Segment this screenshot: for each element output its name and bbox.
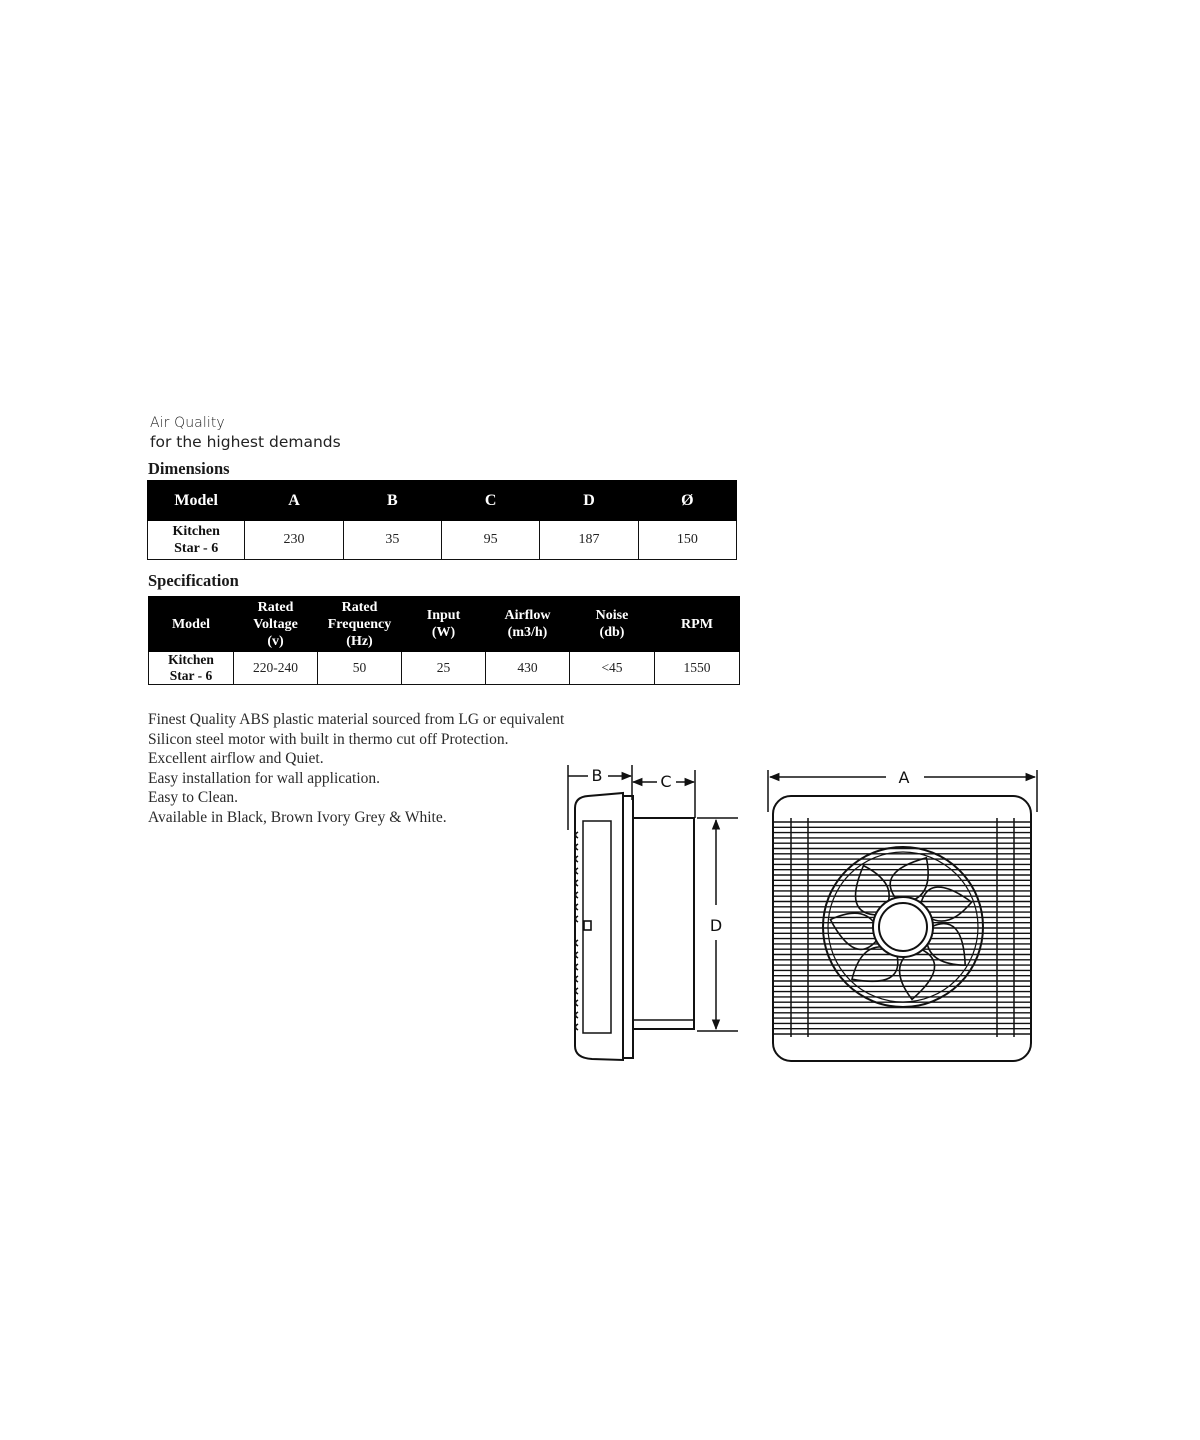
front-view	[768, 770, 1037, 1061]
tagline-line-2: for the highest demands	[150, 433, 341, 451]
column-header-diameter: Ø	[638, 481, 736, 521]
feature-item: Excellent airflow and Quiet.	[148, 750, 324, 767]
header-line: (db)	[599, 625, 625, 640]
header-line: Frequency	[327, 616, 392, 632]
cell-a: 230	[245, 521, 343, 560]
column-header-model: Model	[148, 481, 245, 521]
column-header-a: A	[245, 481, 343, 521]
cell-input: 25	[402, 652, 486, 685]
feature-item: Available in Black, Brown Ivory Grey & White.	[148, 808, 447, 826]
feature-item: Silicon steel motor with built in thermo cut off Protection.	[148, 730, 509, 748]
header-line: (v)	[267, 633, 284, 649]
cell-d: 187	[540, 521, 638, 560]
feature-item: Easy to Clean.	[148, 789, 238, 806]
model-line-2: Star - 6	[169, 668, 213, 683]
cell-c: 95	[441, 521, 539, 560]
tagline-line-1: Air Quality	[150, 415, 225, 431]
header-line: Model	[171, 616, 211, 632]
dim-label-a: A	[898, 768, 910, 787]
header-line: Rated	[257, 599, 294, 615]
cell-rpm: 1550	[655, 652, 740, 685]
dimensions-title: Dimensions	[148, 459, 230, 478]
cell-diameter: 150	[638, 521, 736, 560]
cell-frequency: 50	[318, 652, 402, 685]
model-line-1: Kitchen	[172, 524, 220, 539]
header-line: Rated	[341, 599, 378, 615]
header-line: Input	[426, 608, 461, 623]
dim-label-c: C	[660, 772, 672, 791]
header-line: Noise	[595, 608, 629, 623]
header-line: Airflow	[504, 608, 551, 623]
model-line-2: Star - 6	[174, 541, 219, 556]
specification-title: Specification	[148, 571, 239, 590]
column-header-b: B	[343, 481, 441, 521]
header-line: (Hz)	[346, 633, 373, 649]
header-line: RPM	[681, 616, 713, 632]
cell-airflow: 430	[486, 652, 570, 685]
feature-item: Finest Quality ABS plastic material sourced from LG or equivalent	[148, 711, 565, 728]
header-line: (W)	[431, 625, 456, 640]
column-header-d: D	[540, 481, 638, 521]
feature-item: Easy installation for wall application.	[148, 769, 381, 787]
model-line-1: Kitchen	[168, 652, 214, 667]
dim-label-d: D	[709, 916, 723, 935]
cell-b: 35	[343, 521, 441, 560]
dim-label-b: B	[591, 766, 603, 785]
side-view	[568, 765, 738, 1060]
column-header-c: C	[441, 481, 539, 521]
header-line: Voltage	[253, 616, 298, 632]
cell-noise: <45	[570, 652, 655, 685]
cell-voltage: 220-240	[234, 652, 318, 685]
header-line: (m3/h)	[507, 625, 548, 640]
